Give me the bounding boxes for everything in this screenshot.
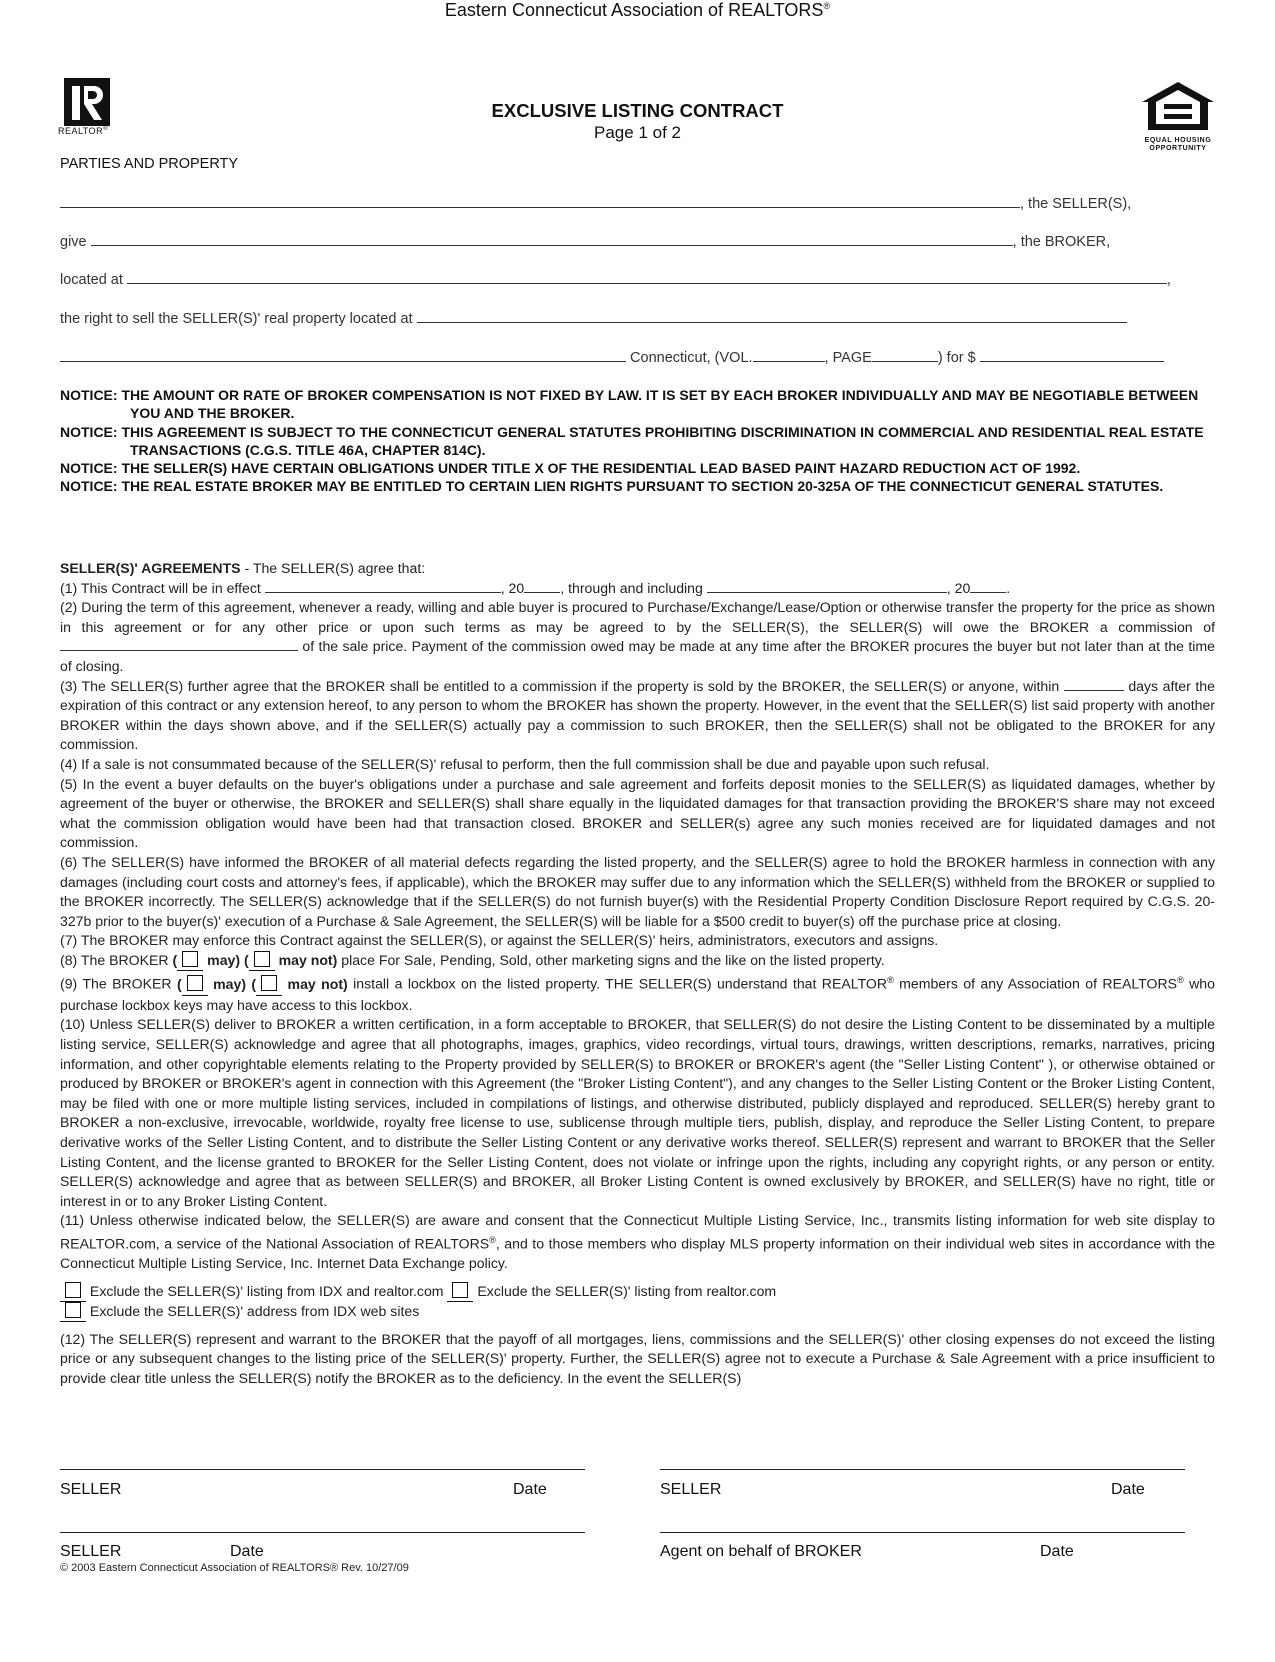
date-label-4: Date — [1040, 1543, 1074, 1560]
notice-lien-rights: NOTICE: THE REAL ESTATE BROKER MAY BE ENTITLED TO CERTAIN LIEN RIGHTS PURSUANT TO SECTION 20-325A OF THE CONNECTICUT GENERAL STATUTES. — [60, 478, 1164, 495]
clause-3: (3) The SELLER(S) further agree that the BROKER shall be entitled to a commission if the property is sold by the BROKER, the SELLER(S) or anyone, within days after the expiration of this contract or any extension hereof, to any person to whom the BROKER has shown the property. However, in the event that the SELLER(S) list said property with another BROKER within the days shown above, and if the SELLER(S) actually pay a commission to such BROKER, then the SELLER(S) shall not be obligated to the BROKER for any commission. — [60, 677, 1215, 753]
clause-2: (2) During the term of this agreement, whenever a ready, willing and able buyer is procured to Purchase/Exchange/Lease/Option or otherwise transfer the property for the price as shown in this agreement or for any other price or upon such terms as may be agreed to by the SELLER(S), the SELLER(S) will owe the BROKER a commission of of the sale price. Payment of the commission owed may be made at any time after the BROKER procures the buyer but not later than at the time of closing. — [60, 599, 1215, 674]
seller-line: , the SELLER(S), — [60, 195, 1131, 212]
commission-field[interactable] — [60, 638, 298, 651]
date-label-3: Date — [230, 1543, 264, 1560]
property-town-field[interactable] — [60, 349, 626, 362]
agreements-heading: SELLER(S)' AGREEMENTS - The SELLER(S) agree that: — [60, 560, 426, 576]
signs-may-not-checkbox[interactable] — [254, 951, 270, 967]
notice-lead-paint: NOTICE: THE SELLER(S) HAVE CERTAIN OBLIGATIONS UNDER TITLE X OF THE RESIDENTIAL LEAD BASED PAINT HAZARD REDUCTION ACT OF 1992. — [60, 460, 1081, 477]
page-field[interactable] — [872, 349, 938, 362]
exclude-idx-realtor-checkbox[interactable] — [65, 1282, 81, 1298]
seller-label-1: SELLER — [60, 1481, 122, 1498]
notice-compensation: NOTICE: THE AMOUNT OR RATE OF BROKER COMPENSATION IS NOT FIXED BY LAW. IT IS SET BY EACH BROKER INDIVIDUALLY AND MAY BE NEGOTIABLE BETWEEN YOU AND THE BROKER. — [60, 387, 1199, 422]
seller-label-3: SELLER — [60, 1543, 122, 1560]
seller-label-2: SELLER — [660, 1481, 722, 1498]
eho-label-1: EQUAL HOUSING — [1144, 137, 1212, 144]
clause-1: (1) This Contract will be in effect , 20 , through and including , 20 . — [60, 579, 1011, 596]
end-year-field[interactable] — [970, 580, 1006, 593]
start-year-field[interactable] — [524, 580, 560, 593]
eho-label-2: OPPORTUNITY — [1149, 145, 1207, 152]
document-title: EXCLUSIVE LISTING CONTRACT — [491, 100, 784, 121]
association-name: Eastern Connecticut Association of REALTORS® — [444, 0, 831, 20]
broker-name-field[interactable] — [91, 233, 1013, 246]
protection-days-field[interactable] — [1064, 678, 1124, 691]
agent-signature-line[interactable] — [660, 1532, 1185, 1533]
seller-signature-line-1[interactable] — [60, 1469, 585, 1470]
property-town-line: Connecticut, (VOL. , PAGE ) for $ — [60, 349, 1164, 366]
clause-10: (10) Unless SELLER(S) deliver to BROKER a written certification, in a form acceptable to BROKER, that SELLER(S) do not desire the Listing Content to be disseminated by a multiple listing service, SELLER(S) acknowledge and agree that all photographs, images, graphics, video recordings, virtual tours, drawings, written descriptions, remarks, narratives, pricing information, and other copyrightable elements relating to the Property provided by SELLER(S) to BROKER or BROKER's agent (the "Seller Listing Content" ), or otherwise obtained or produced by BROKER or BROKER's agent in connection with this Agreement (the "Broker Listing Content"), and any changes to the Seller Listing Content or the Broker Listing Content, may be filed with one or more multiple listing services, included in compilations of listings, and otherwise distributed, publicly displayed and reproduced. SELLER(S) hereby grant to BROKER a non-exclusive, irrevocable, worldwide, royalty free license to use, sublicense through multiple tiers, publish, display, and reproduce the Seller Listing Content, to prepare derivative works of the Seller Listing Content, and to distribute the Seller Listing Content or any derivative works thereof. SELLER(S) represent and warrant to BROKER that the Seller Listing Content, and the license granted to BROKER for the Seller Listing Content, does not violate or infringe upon the rights, including any copyright rights, or any person or entity. SELLER(S) acknowledge and agree that as between SELLER(S) and BROKER, all Broker Listing Content is owned exclusively by BROKER, and SELLER(S) have no right, title or interest in or to any Broker Listing Content. — [60, 1016, 1215, 1209]
clause-12: (12) The SELLER(S) represent and warrant to the BROKER that the payoff of all mortgages, liens, commissions and the SELLER(S)' other closing expenses do not exceed the listing price or any subsequent changes to the listing price of the SELLER(S)' property. Further, the SELLER(S) agree not to execute a Purchase & Sale Agreement with a price insufficient to provide clear title unless the SELLER(S) notify the BROKER as to the deficiency. In the event the SELLER(S) — [60, 1330, 1215, 1386]
end-date-field[interactable] — [707, 580, 947, 593]
agent-label: Agent on behalf of BROKER — [660, 1543, 862, 1560]
volume-field[interactable] — [753, 349, 825, 362]
lockbox-may-not-checkbox[interactable] — [261, 975, 277, 991]
price-field[interactable] — [980, 349, 1164, 362]
broker-location-line: located at , — [60, 272, 1171, 288]
clause-9: (9) The BROKER ( may) ( may not) install a lockbox on the listed property. THE SELLER(S) understand that REALTOR® members of any Association of REALTORS® who purchase lockbox keys may have access to this lockbox. — [60, 975, 1215, 1013]
clause-7: (7) The BROKER may enforce this Contract against the SELLER(S), or against the SELLER(S)' heirs, administrators, executors and assigns. — [60, 932, 939, 949]
signs-may-checkbox[interactable] — [182, 951, 198, 967]
realtor-logo: REALTOR® — [62, 78, 118, 142]
property-address-field[interactable] — [417, 310, 1127, 323]
notice-discrimination: NOTICE: THIS AGREEMENT IS SUBJECT TO THE CONNECTICUT GENERAL STATUTES PROHIBITING DISCRIMINATION IN COMMERCIAL AND RESIDENTIAL REAL ESTATE TRANSACTIONS (C.G.S. TITLE 46A, CHAPTER 814C). — [60, 423, 1204, 458]
realtor-logo-label: REALTOR — [58, 126, 104, 136]
page-indicator: Page 1 of 2 — [594, 123, 681, 142]
broker-address-field[interactable] — [127, 271, 1167, 284]
clause-8: (8) The BROKER ( may) ( may not) place For Sale, Pending, Sold, other marketing signs and the like on the listed property. — [60, 951, 1215, 972]
clause-5: (5) In the event a buyer defaults on the buyer's obligations under a purchase and sale agreement and forfeits deposit monies to the SELLER(S) as liquidated damages, whether by agreement of the buyer or otherwise, the BROKER and SELLER(S) shall share equally in the liquidated damages for that transaction providing the BROKER'S share may not exceed what the commission obligation would have been had that transaction closed. BROKER and SELLER(s) agree any such monies received are for liquidated damages and not commission. — [60, 775, 1215, 851]
seller-name-field[interactable] — [60, 195, 1020, 208]
exclude-address-idx-checkbox[interactable] — [65, 1302, 81, 1318]
seller-signature-line-3[interactable] — [60, 1532, 585, 1533]
date-label-2: Date — [1111, 1481, 1145, 1498]
parties-heading: PARTIES AND PROPERTY — [60, 156, 239, 172]
start-date-field[interactable] — [265, 580, 501, 593]
agreements-block — [60, 559, 1215, 1389]
copyright-footer: © 2003 Eastern Connecticut Association of REALTORS® Rev. 10/27/09 — [60, 1562, 409, 1574]
clause-11: (11) Unless otherwise indicated below, the SELLER(S) are aware and consent that the Connecticut Multiple Listing Service, Inc., transmits listing information for web site display to REALTOR.com, a service of the National Association of REALTORS®, and to those members who display MLS property information on their individual web sites in accordance with the Connecticut Multiple Listing Service, Inc. Internet Data Exchange policy. — [60, 1212, 1215, 1272]
idx-options: Exclude the SELLER(S)' listing from IDX and realtor.com Exclude the SELLER(S)' listing from realtor.com Exclude the SELLER(S)' address from IDX web sites — [60, 1282, 1215, 1322]
exclude-realtor-com-checkbox[interactable] — [452, 1282, 468, 1298]
notices-block — [60, 386, 1220, 496]
date-label-1: Date — [513, 1481, 547, 1498]
equal-housing-icon — [1140, 80, 1216, 152]
broker-line: give , the BROKER, — [60, 234, 1111, 250]
lockbox-may-checkbox[interactable] — [187, 975, 203, 991]
clause-6: (6) The SELLER(S) have informed the BROKER of all material defects regarding the listed property, and the SELLER(S) agree to hold the BROKER harmless in connection with any damages (including court costs and attorney's fees, if applicable), which the BROKER may suffer due to any information which the SELLER(S) withheld from the BROKER or supplied to the BROKER incorrectly. The SELLER(S) acknowledge that if the SELLER(S) do not furnish buyer(s) with the Residential Property Condition Disclosure Report required by C.G.S. 20-327b prior to the buyer(s)' execution of a Purchase & Sale Agreement, the SELLER(S) will be liable for a $500 credit to buyer(s) off the purchase price at closing. — [60, 853, 1215, 929]
property-line: the right to sell the SELLER(S)' real property located at — [60, 310, 1127, 327]
seller-signature-line-2[interactable] — [660, 1469, 1185, 1470]
clause-4: (4) If a sale is not consummated because of the SELLER(S)' refusal to perform, then the full commission shall be due and payable upon such refusal. — [60, 755, 990, 772]
